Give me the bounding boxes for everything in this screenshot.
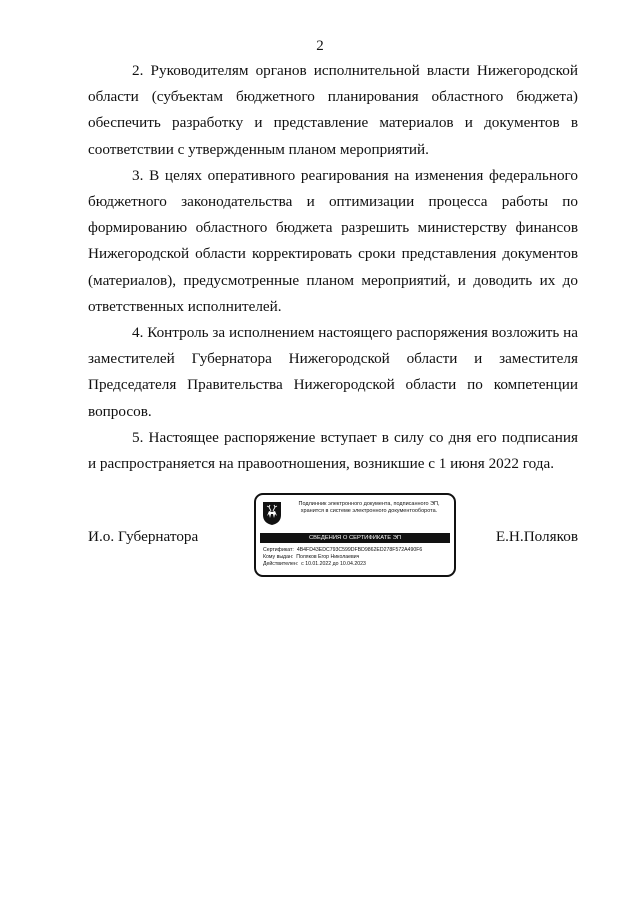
- valid-value: с 10.01.2022 до 10.04.2023: [301, 561, 366, 567]
- certificate-value: 4B4FD43EDC793C599DFBD9862ED278F572A490F6: [296, 547, 423, 553]
- certificate-label: Сертификат:: [263, 547, 294, 553]
- electronic-signature-stamp: [254, 493, 456, 577]
- issued-to-label: Кому выдан:: [263, 554, 294, 560]
- stamp-details: [263, 547, 451, 568]
- nizhny-novgorod-deer-emblem-icon: [262, 501, 282, 526]
- paragraph-3: 3. В целях оперативного реагирования на изменения федерального бюджетного законодательства и оптимизации процесса работы по формированию областного бюджета разрешить министерству финансов Нижегородской области корректировать сроки представления документов (материалов), предусмотренные планом мероприятий, и доводить их до ответственных исполнителей.: [88, 166, 578, 315]
- stamp-header: СВЕДЕНИЯ О СЕРТИФИКАТЕ ЭП: [260, 533, 450, 543]
- paragraph-4: 4. Контроль за исполнением настоящего распоряжения возложить на заместителей Губернатора Нижегородской области и заместителя Председателя Правительства Нижегородской области по компетенции вопросов.: [88, 324, 578, 420]
- valid-label: Действителен:: [263, 561, 299, 567]
- stamp-certificate-row: [263, 547, 451, 554]
- issued-to-value: Поляков Егор Николаевич: [296, 554, 360, 560]
- paragraph-5: 5. Настоящее распоряжение вступает в силу со дня его подписания и распространяется на правоотношения, возникшие с 1 июня 2022 года.: [88, 428, 578, 473]
- stamp-valid-row: [263, 561, 451, 568]
- signatory-position: И.о. Губернатора: [88, 528, 199, 545]
- signatory-name: Е.Н.Поляков: [495, 528, 578, 545]
- document-body: [88, 58, 578, 477]
- stamp-issued-to-row: [263, 554, 451, 561]
- stamp-notice: Подлинник электронного документа, подписанного ЭП, хранится в системе электронного документооборота.: [298, 501, 440, 514]
- page-number: 2: [316, 38, 324, 54]
- paragraph-2: 2. Руководителям органов исполнительной власти Нижегородской области (субъектам бюджетного планирования областного бюджета) обеспечить разработку и представление материалов и документов в соответствии с утвержденным планом мероприятий.: [88, 62, 578, 158]
